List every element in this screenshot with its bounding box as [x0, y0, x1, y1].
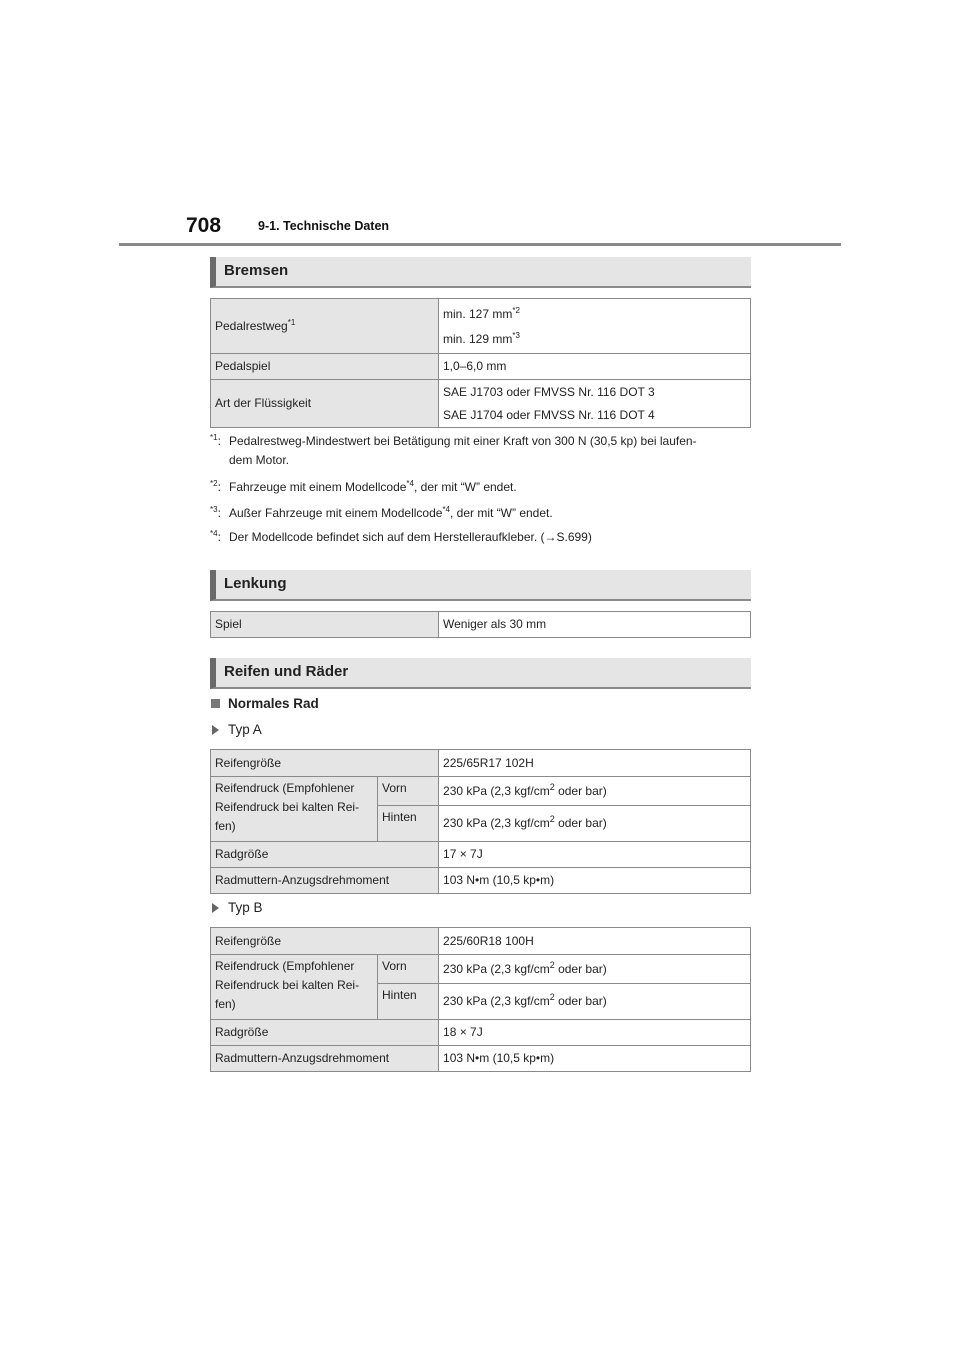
- table-cell-label: Art der Flüssigkeit: [211, 380, 439, 428]
- footnote-3: $^{*3}$: Außer Fahrzeuge mit einem Modellcode$^{*4}$, der mit “W” endet.: [210, 505, 553, 520]
- table-cell-value: 230 kPa (2,3 kgf/$cm^2$ oder bar): [439, 806, 751, 842]
- table-cell-value: 230 kPa (2,3 kgf/$cm^2$ oder bar): [439, 777, 751, 806]
- section-heading-wheels-label: Reifen und Räder: [224, 663, 349, 680]
- subheading-type-b: Typ B: [212, 900, 263, 915]
- table-cell-label: Pedalrestweg$^{*1}$: [211, 299, 439, 354]
- table-row: [211, 1046, 751, 1072]
- table-cell-value: 103 N•m (10,5 kp•m): [439, 868, 751, 894]
- section-heading-steering-label: Lenkung: [224, 575, 287, 592]
- table-row: [211, 299, 751, 354]
- table-cell-label: Reifendruck (Empfohlener Reifendruck bei kalten Rei- fen): [211, 955, 378, 1020]
- table-cell-value: 103 N•m (10,5 kp•m): [439, 1046, 751, 1072]
- table-cell-label: Hinten: [378, 984, 439, 1020]
- table-cell-value: 230 kPa (2,3 kgf/$cm^2$ oder bar): [439, 984, 751, 1020]
- table-row: [211, 928, 751, 955]
- page-number: 708: [186, 214, 222, 237]
- table-cell-value: 1,0–6,0 mm: [439, 354, 751, 380]
- table-cell-value: 225/65R17 102H: [439, 750, 751, 777]
- table-row: [211, 750, 751, 777]
- table-row: [211, 612, 751, 638]
- table-row: [211, 777, 751, 806]
- footnote-4: $^{*4}$: Der Modellcode befindet sich auf dem Herstelleraufkleber. (→S.699): [210, 529, 592, 544]
- section-title: 9-1. Technische Daten: [258, 219, 390, 233]
- section-heading-brakes: [210, 257, 751, 288]
- triangle-bullet-icon: [212, 725, 219, 735]
- section-heading-steering: [210, 570, 751, 601]
- table-row: [211, 354, 751, 380]
- table-cell-label: Reifendruck (Empfohlener Reifendruck bei kalten Rei- fen): [211, 777, 378, 842]
- footnote-1: $^{*1}$: Pedalrestweg-Mindestwert bei Betätigung mit einer Kraft von 300 N (30,5 kp) bei laufen- dem Motor.: [210, 433, 697, 467]
- table-cell-value: SAE J1703 oder FMVSS Nr. 116 DOT 3 SAE J1704 oder FMVSS Nr. 116 DOT 4: [439, 380, 751, 428]
- table-cell-label: Radmuttern-Anzugsdrehmoment: [211, 868, 439, 894]
- table-cell-value: Weniger als 30 mm: [439, 612, 751, 638]
- table-row: [211, 380, 751, 428]
- table-cell-label: Radmuttern-Anzugsdrehmoment: [211, 1046, 439, 1072]
- table-cell-label: Vorn: [378, 955, 439, 984]
- arrow-right-icon: →: [544, 530, 557, 544]
- steering-table: [210, 611, 751, 638]
- table-cell-value: 18 × 7J: [439, 1020, 751, 1046]
- table-row: [211, 955, 751, 984]
- section-heading-wheels: [210, 658, 751, 689]
- wheels-table-type-b: [210, 927, 751, 1072]
- table-cell-label: Vorn: [378, 777, 439, 806]
- table-cell-value: 225/60R18 100H: [439, 928, 751, 955]
- table-cell-label: Radgröße: [211, 1020, 439, 1046]
- footnote-2: $^{*2}$: Fahrzeuge mit einem Modellcode$^{*4}$, der mit “W” endet.: [210, 479, 517, 494]
- table-row: [211, 1020, 751, 1046]
- table-cell-value: 230 kPa (2,3 kgf/$cm^2$ oder bar): [439, 955, 751, 984]
- subheading-type-a: Typ A: [212, 722, 262, 737]
- table-cell-label: Reifengröße: [211, 928, 439, 955]
- table-row: [211, 868, 751, 894]
- wheels-table-type-a: [210, 749, 751, 894]
- section-heading-brakes-label: Bremsen: [224, 262, 289, 279]
- table-cell-label: Reifengröße: [211, 750, 439, 777]
- table-cell-label: Hinten: [378, 806, 439, 842]
- subheading-normal-wheel: Normales Rad: [211, 696, 319, 711]
- header-rule: [119, 243, 841, 246]
- square-bullet-icon: [211, 699, 220, 708]
- table-cell-label: Radgröße: [211, 842, 439, 868]
- triangle-bullet-icon: [212, 903, 219, 913]
- brakes-table: [210, 298, 751, 428]
- table-cell-label: Spiel: [211, 612, 439, 638]
- table-cell-value: min. 127 $mm^{*2}$ min. 129 $mm^{*3}$: [439, 299, 751, 354]
- table-cell-label: Pedalspiel: [211, 354, 439, 380]
- table-cell-value: 17 × 7J: [439, 842, 751, 868]
- table-row: [211, 842, 751, 868]
- page-reference-link[interactable]: S.699): [556, 530, 592, 544]
